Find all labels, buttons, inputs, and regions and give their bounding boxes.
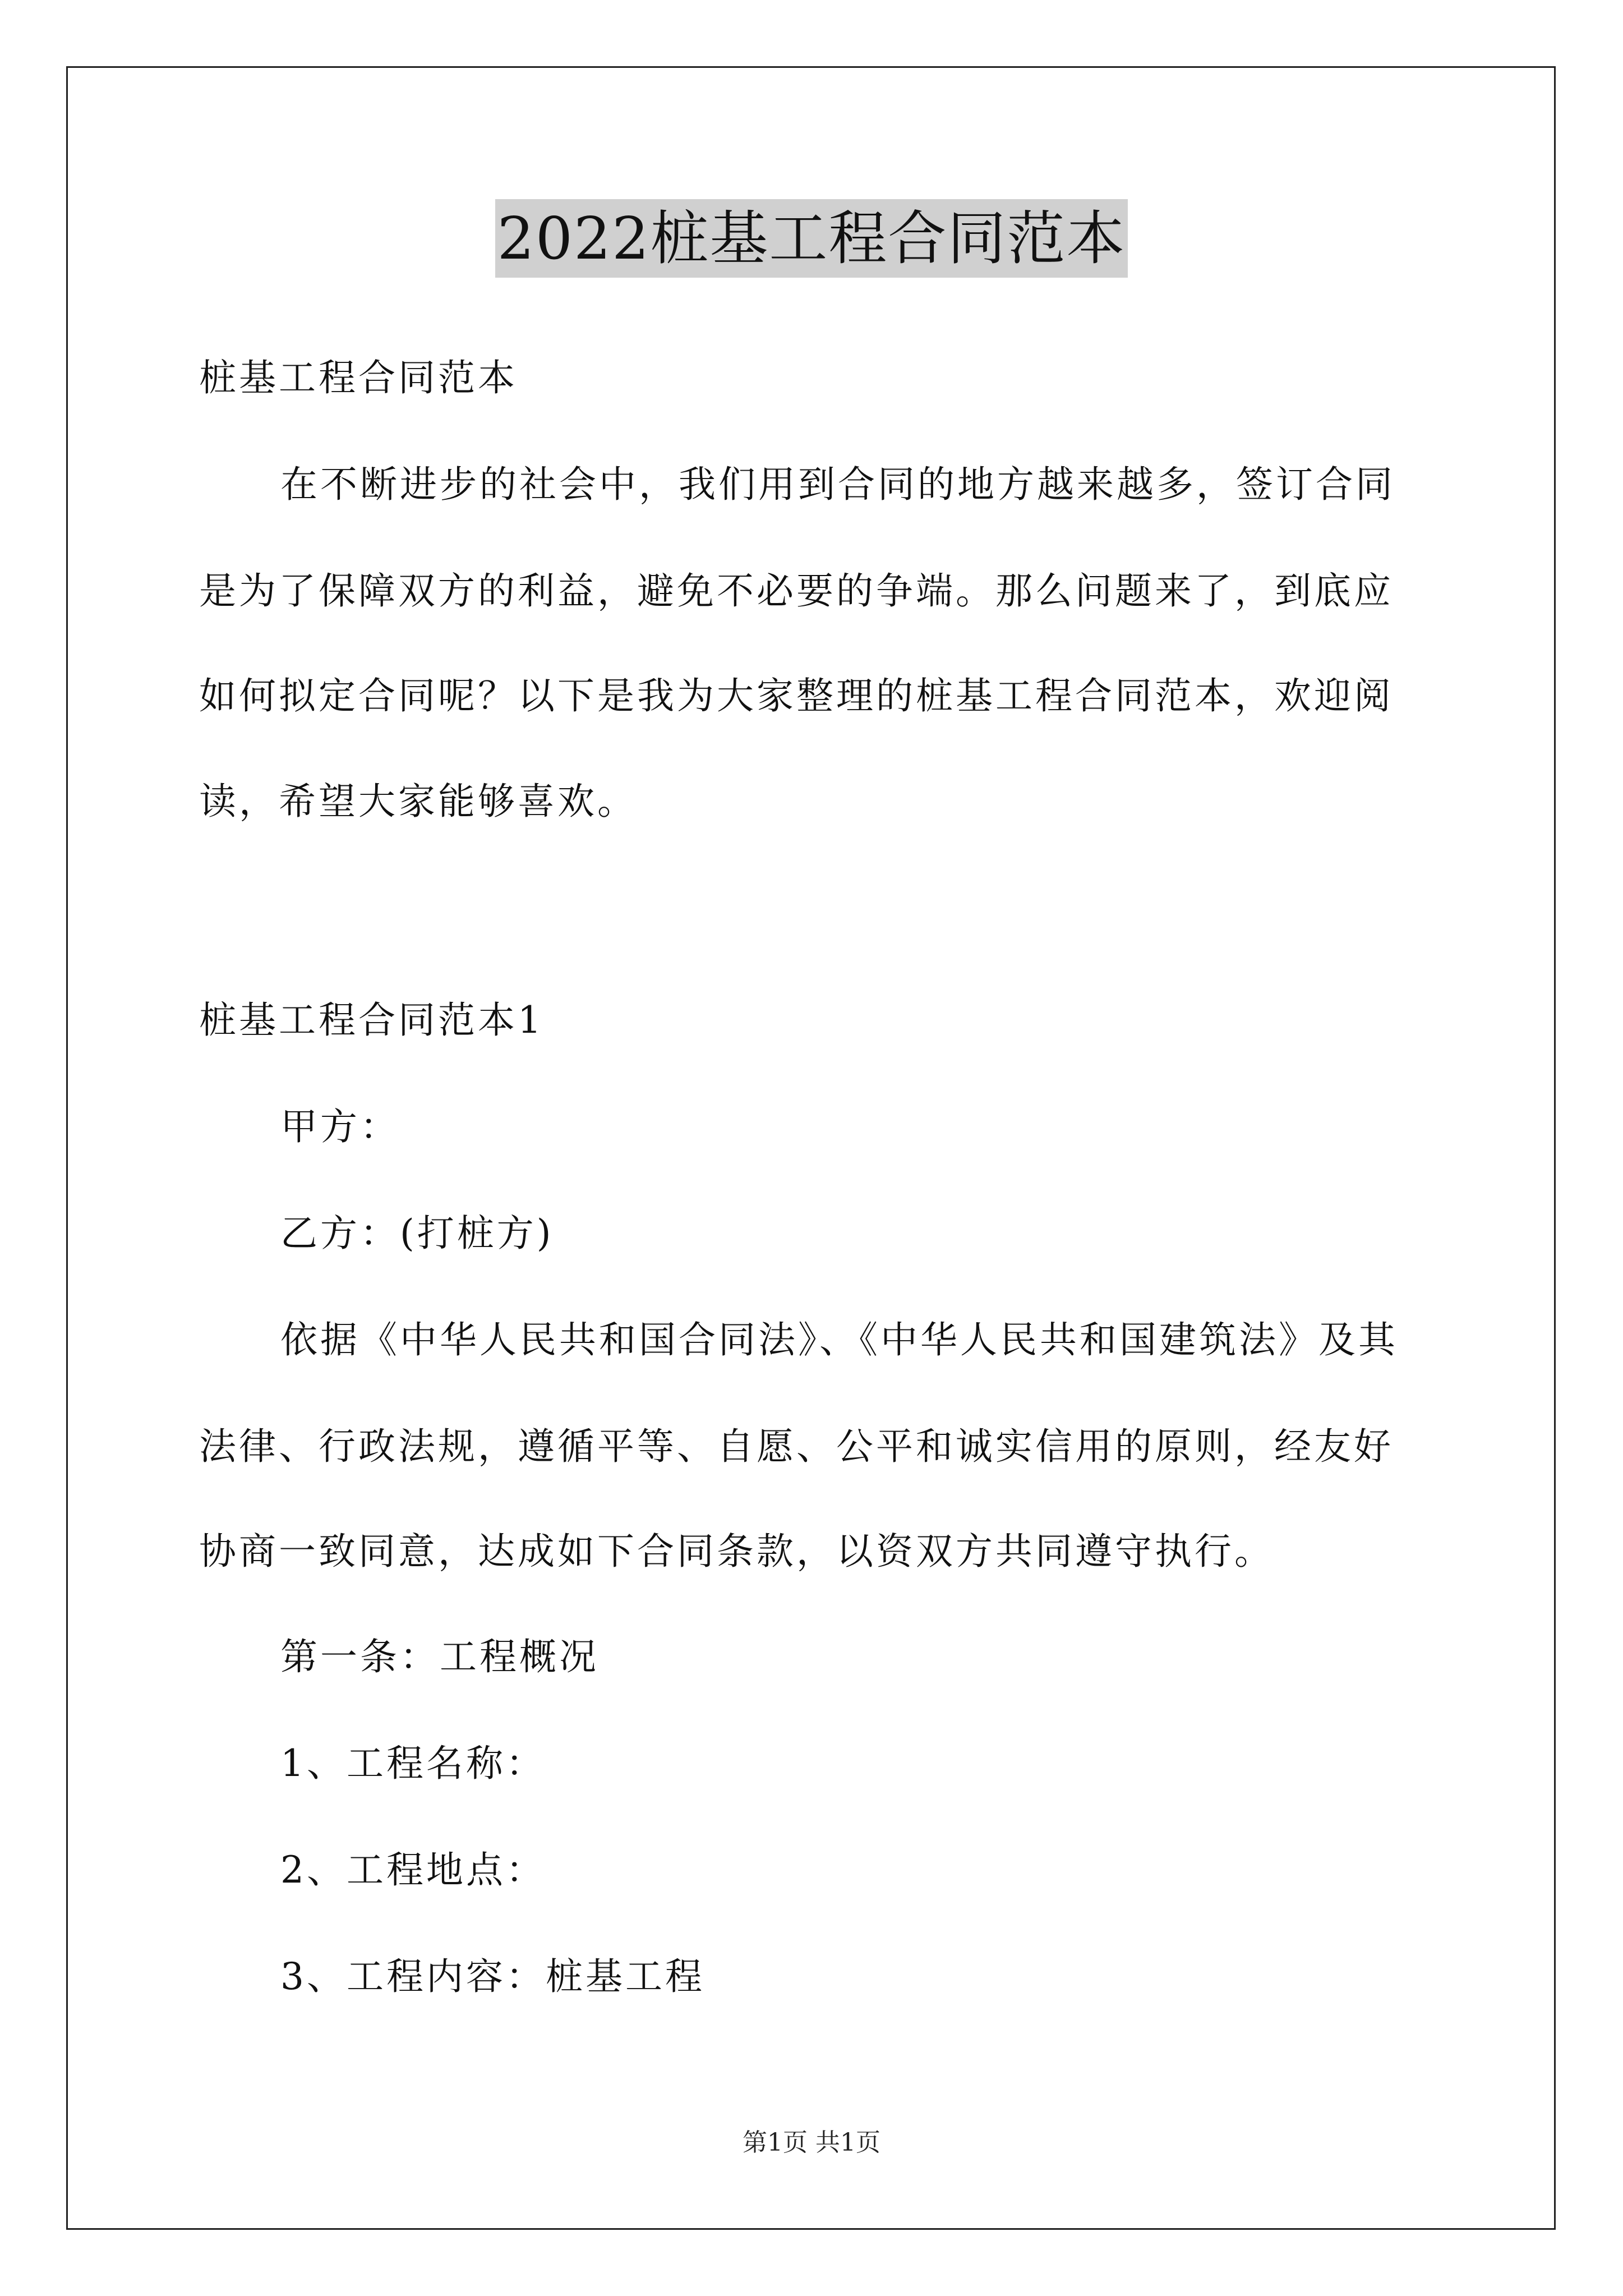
intro-paragraph-line-2: 是为了保障双方的利益，避免不必要的争端。那么问题来了，到底应 (199, 569, 1394, 613)
page-footer: 第1页 共1页 (743, 2128, 880, 2157)
intro-paragraph-line-1: 在不断进步的社会中，我们用到合同的地方越来越多，签订合同 (280, 463, 1395, 506)
project-name-line: 1、工程名称： (280, 1742, 546, 1785)
document-title: 2022桩基工程合同范本 (495, 199, 1128, 278)
basis-paragraph-line-2: 法律、行政法规，遵循平等、自愿、公平和诚实信用的原则，经友好 (199, 1425, 1394, 1468)
party-a-line: 甲方： (280, 1105, 400, 1148)
title-container (0, 199, 1623, 278)
article-one-heading: 第一条：工程概况 (280, 1635, 599, 1678)
section-heading: 桩基工程合同范本1 (199, 999, 544, 1042)
intro-paragraph-line-4: 读，希望大家能够喜欢。 (199, 780, 637, 823)
project-location-line: 2、工程地点： (280, 1848, 546, 1892)
subtitle-line: 桩基工程合同范本 (199, 356, 518, 399)
project-content-line: 3、工程内容：桩基工程 (280, 1955, 705, 1998)
party-b-line: 乙方：(打桩方) (280, 1212, 554, 1255)
intro-paragraph-line-3: 如何拟定合同呢？以下是我为大家整理的桩基工程合同范本，欢迎阅 (199, 674, 1394, 717)
basis-paragraph-line-3: 协商一致同意，达成如下合同条款，以资双方共同遵守执行。 (199, 1530, 1274, 1573)
basis-paragraph-line-1: 依据《中华人民共和国合同法》、《中华人民共和国建筑法》及其 (280, 1318, 1398, 1361)
